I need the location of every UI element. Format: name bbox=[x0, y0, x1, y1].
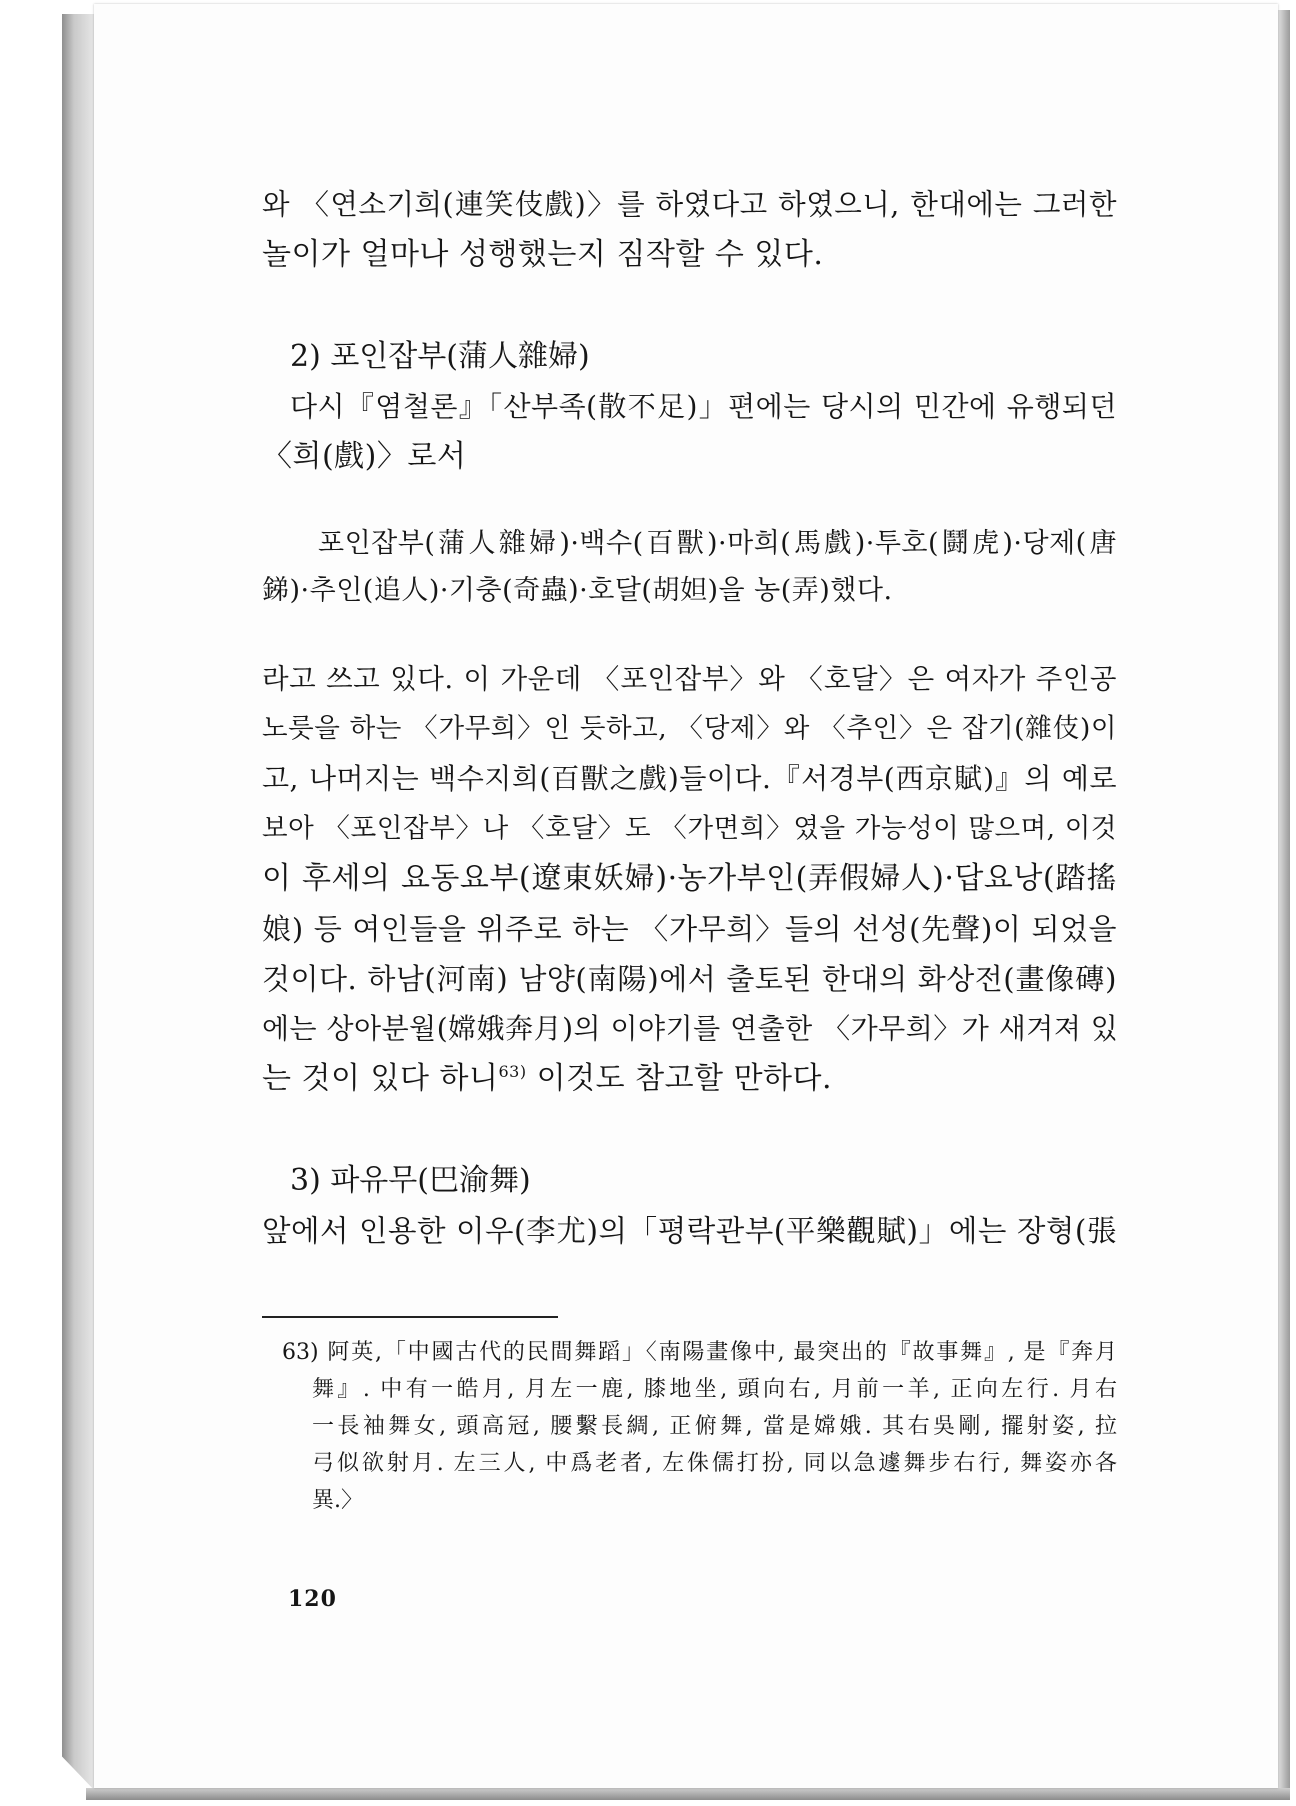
page-edge-left bbox=[62, 14, 96, 1792]
paragraph-2 bbox=[262, 382, 1117, 482]
section-heading-3: 3) 파유무(巴渝舞) bbox=[290, 1163, 531, 1198]
footnote-line: 一長袖舞女, 頭高冠, 腰繫長綢, 正俯舞, 當是嫦娥. 其右吳剛, 擺射姿, 拉 bbox=[312, 1414, 1117, 1439]
paragraph-intro bbox=[262, 180, 1117, 280]
body-text bbox=[262, 180, 1117, 1256]
text-line bbox=[262, 1054, 1117, 1104]
text-line: 에는 상아분월(嫦娥奔月)의 이야기를 연출한 〈가무희〉가 새겨져 있 bbox=[262, 1012, 1119, 1045]
footnote-line: 弓似欲射月. 左三人, 中爲老者, 左侏儒打扮, 同以急遽舞步右行, 舞姿亦各 bbox=[312, 1451, 1117, 1476]
footnote-63 bbox=[262, 1334, 1117, 1519]
text-line: 고, 나머지는 백수지희(百獸之戲)들이다.『서경부(西京賦)』의 예로 bbox=[262, 762, 1117, 795]
text-line: 앞에서 인용한 이우(李尤)의「평락관부(平樂觀賦)」에는 장형(張 bbox=[262, 1214, 1117, 1248]
text-line: 노릇을 하는 〈가무희〉인 듯하고, 〈당제〉와 〈추인〉은 잡기(雜伎)이 bbox=[262, 713, 1117, 744]
text-line: 〈희(戲)〉로서 bbox=[262, 439, 467, 474]
footnote-reference[interactable]: 63) bbox=[498, 1062, 527, 1081]
text-line: 이 후세의 요동요부(遼東妖婦)·농가부인(弄假婦人)·답요낭(踏搖 bbox=[262, 861, 1117, 896]
text-line: 娘) 등 여인들을 위주로 하는 〈가무희〉들의 선성(先聲)이 되었을 bbox=[262, 912, 1117, 946]
block-quote bbox=[262, 520, 1117, 614]
page-edge-right bbox=[1278, 10, 1290, 1800]
footnote-divider bbox=[262, 1316, 558, 1318]
page-edge-bottom bbox=[86, 1788, 1290, 1800]
page-number: 120 bbox=[288, 1586, 337, 1612]
text-fragment: 는 것이 있다 하니 bbox=[262, 1061, 499, 1096]
section-heading-2: 2) 포인잡부(蒲人雜婦) bbox=[290, 339, 590, 374]
quote-line: 銻)·추인(追人)·기충(奇蟲)·호달(胡妲)을 농(弄)했다. bbox=[262, 575, 893, 606]
text-line: 놀이가 얼마나 성행했는지 짐작할 수 있다. bbox=[262, 237, 824, 272]
footnote-line: 63) 阿英,「中國古代的民間舞蹈」〈南陽畫像中, 最突出的『故事舞』, 是『奔月 bbox=[282, 1340, 1117, 1365]
text-line: 라고 쓰고 있다. 이 가운데 〈포인잡부〉와 〈호달〉은 여자가 주인공 bbox=[262, 663, 1117, 695]
text-fragment: 이것도 참고할 만하다. bbox=[526, 1061, 833, 1096]
footnote-line: 異.〉 bbox=[312, 1488, 363, 1513]
text-line: 다시『염철론』「산부족(散不足)」편에는 당시의 민간에 유행되던 bbox=[290, 390, 1117, 423]
quote-line: 포인잡부(蒲人雜婦)·백수(百獸)·마희(馬戲)·투호(鬪虎)·당제(唐 bbox=[318, 528, 1117, 559]
text-line: 것이다. 하남(河南) 남양(南陽)에서 출토된 한대의 화상전(畫像磚) bbox=[262, 962, 1117, 996]
text-line: 와 〈연소기희(連笑伎戲)〉를 하였다고 하였으니, 한대에는 그러한 bbox=[262, 188, 1117, 221]
text-line: 보아 〈포인잡부〉나 〈호달〉도 〈가면희〉였을 가능성이 많으며, 이것 bbox=[262, 813, 1117, 844]
footnote-line: 舞』. 中有一皓月, 月左一鹿, 膝地坐, 頭向右, 月前一羊, 正向左行. 月右 bbox=[312, 1377, 1117, 1402]
paragraph-4 bbox=[262, 1206, 1117, 1256]
paragraph-3 bbox=[262, 654, 1117, 1104]
